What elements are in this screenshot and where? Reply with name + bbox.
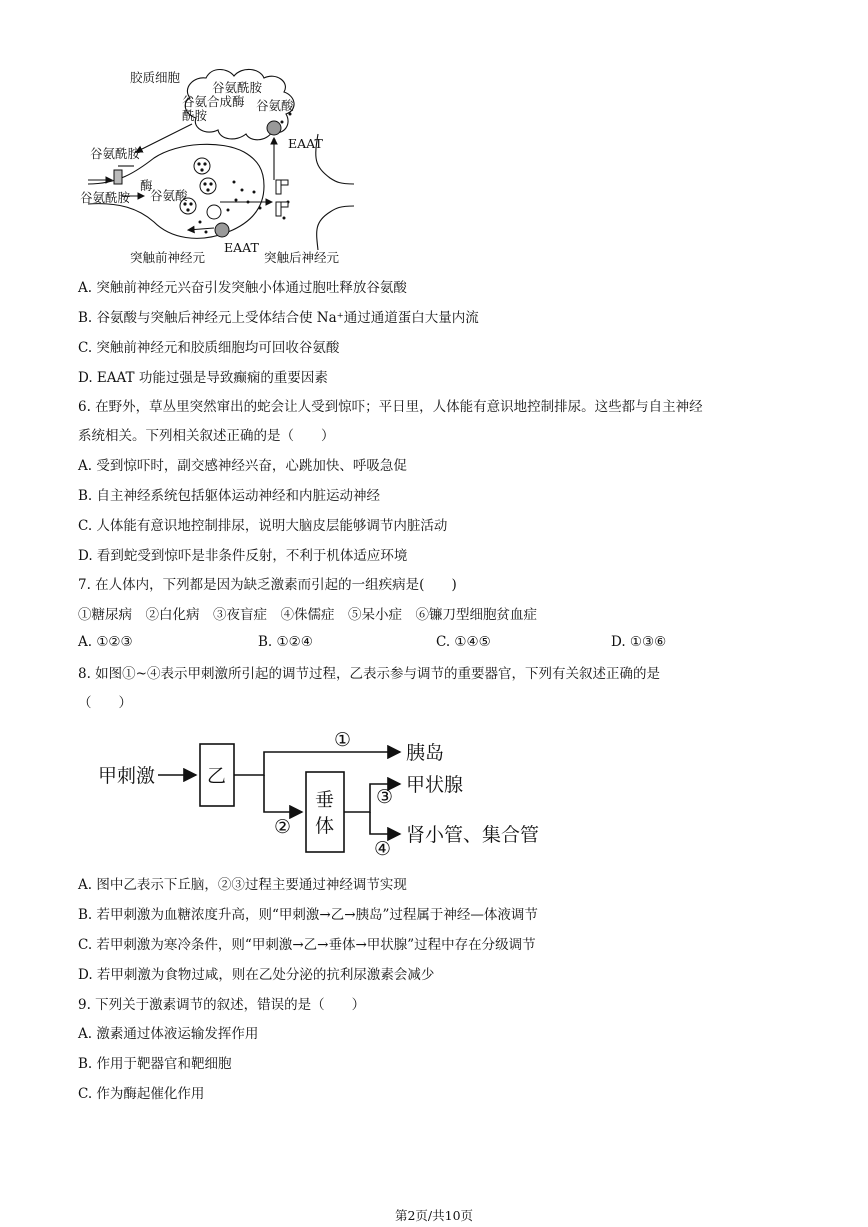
label-pituitary-2: 体 bbox=[315, 815, 335, 837]
q7-options bbox=[78, 634, 798, 654]
label-eaat-bottom: EAAT bbox=[224, 240, 259, 255]
label-glial-cell: 胶质细胞 bbox=[130, 70, 181, 85]
q7-option-a: A. ①②③ bbox=[78, 634, 133, 650]
q5-option-c: C. 突触前神经元和胶质细胞均可回收谷氨酸 bbox=[78, 340, 340, 356]
label-stimulus: 甲刺激 bbox=[98, 765, 156, 787]
glutamine-transporter bbox=[114, 170, 122, 184]
q8-stem-line1: 8. 如图①~④表示甲刺激所引起的调节过程，乙表示参与调节的重要器官，下列有关叙述正确的是 bbox=[78, 666, 660, 682]
q5-option-b: B. 谷氨酸与突触后神经元上受体结合使 Na⁺通过通道蛋白大量内流 bbox=[78, 310, 479, 326]
label-process-3: ③ bbox=[376, 786, 394, 808]
receptors bbox=[276, 180, 288, 216]
page-footer: 第2页/共10页 bbox=[394, 1208, 474, 1223]
label-postsynaptic: 突触后神经元 bbox=[264, 250, 340, 265]
label-process-2: ② bbox=[274, 816, 292, 838]
q7-items: ①糖尿病 ②白化病 ③夜盲症 ④侏儒症 ⑤呆小症 ⑥镰刀型细胞贫血症 bbox=[78, 607, 537, 623]
label-glutamine-in: 谷氨酰胺 bbox=[80, 190, 131, 205]
label-eaat-top: EAAT bbox=[288, 136, 323, 151]
label-glutamine-top: 谷氨酰胺 bbox=[212, 80, 263, 95]
q9-option-b: B. 作用于靶器官和靶细胞 bbox=[78, 1056, 232, 1072]
label-process-4: ④ bbox=[374, 838, 392, 860]
eaat-transporter-presynaptic bbox=[215, 223, 229, 237]
q8-option-a: A. 图中乙表示下丘脑，②③过程主要通过神经调节实现 bbox=[78, 877, 407, 893]
q6-option-c: C. 人体能有意识地控制排尿，说明大脑皮层能够调节内脏活动 bbox=[78, 518, 448, 534]
q6-option-a: A. 受到惊吓时，副交感神经兴奋，心跳加快、呼吸急促 bbox=[78, 458, 407, 474]
label-enzyme: 酶 bbox=[140, 178, 153, 193]
q8-option-c: C. 若甲刺激为寒冷条件，则“甲刺激→乙→垂体→甲状腺”过程中存在分级调节 bbox=[78, 937, 536, 953]
label-presynaptic: 突触前神经元 bbox=[130, 250, 206, 265]
q6-option-b: B. 自主神经系统包括躯体运动神经和内脏运动神经 bbox=[78, 488, 381, 504]
q8-stem-line2: （ ） bbox=[78, 695, 132, 711]
regulation-diagram bbox=[92, 722, 562, 864]
label-islet: 胰岛 bbox=[406, 742, 445, 764]
label-glutamine-left: 谷氨酰胺 bbox=[90, 146, 141, 161]
label-amide: 酰胺 bbox=[182, 108, 208, 123]
q9-stem: 9. 下列关于激素调节的叙述，错误的是（ ） bbox=[78, 997, 366, 1013]
label-organ-yi: 乙 bbox=[207, 765, 227, 787]
q6-stem-line2: 系统相关。下列相关叙述正确的是（ ） bbox=[78, 428, 335, 444]
label-process-1: ① bbox=[334, 729, 352, 751]
q8-option-d: D. 若甲刺激为食物过咸，则在乙处分泌的抗利尿激素会减少 bbox=[78, 967, 435, 983]
q6-stem-line1: 6. 在野外，草丛里突然窜出的蛇会让人受到惊吓；平日里，人体能有意识地控制排尿。这些都与自主神经 bbox=[78, 399, 703, 415]
q6-option-d: D. 看到蛇受到惊吓是非条件反射，不利于机体适应环境 bbox=[78, 548, 408, 564]
q8-option-b: B. 若甲刺激为血糖浓度升高，则“甲刺激→乙→胰岛”过程属于神经—体液调节 bbox=[78, 907, 538, 923]
label-thyroid: 甲状腺 bbox=[406, 774, 464, 796]
q7-option-d: D. ①③⑥ bbox=[611, 634, 667, 650]
label-synthetase: 谷氨合成酶 bbox=[182, 94, 245, 109]
q5-option-a: A. 突触前神经元兴奋引发突触小体通过胞吐释放谷氨酸 bbox=[78, 280, 407, 296]
label-glutamate-glial: 谷氨酸 bbox=[256, 98, 294, 113]
q7-stem: 7. 在人体内，下列都是因为缺乏激素而引起的一组疾病是( ) bbox=[78, 577, 457, 593]
label-glutamate-pre: 谷氨酸 bbox=[150, 188, 188, 203]
q5-option-d: D. EAAT 功能过强是导致癫痫的重要因素 bbox=[78, 370, 328, 386]
label-pituitary-1: 垂 bbox=[315, 789, 335, 811]
q9-option-a: A. 激素通过体液运输发挥作用 bbox=[78, 1026, 259, 1042]
label-kidney: 肾小管、集合管 bbox=[406, 824, 540, 846]
q7-option-c: C. ①④⑤ bbox=[436, 634, 491, 650]
q9-option-c: C. 作为酶起催化作用 bbox=[78, 1086, 205, 1102]
q7-option-b: B. ①②④ bbox=[258, 634, 313, 650]
pituitary-box bbox=[306, 772, 344, 852]
eaat-transporter-glial bbox=[267, 121, 281, 135]
synapse-diagram bbox=[78, 62, 368, 268]
